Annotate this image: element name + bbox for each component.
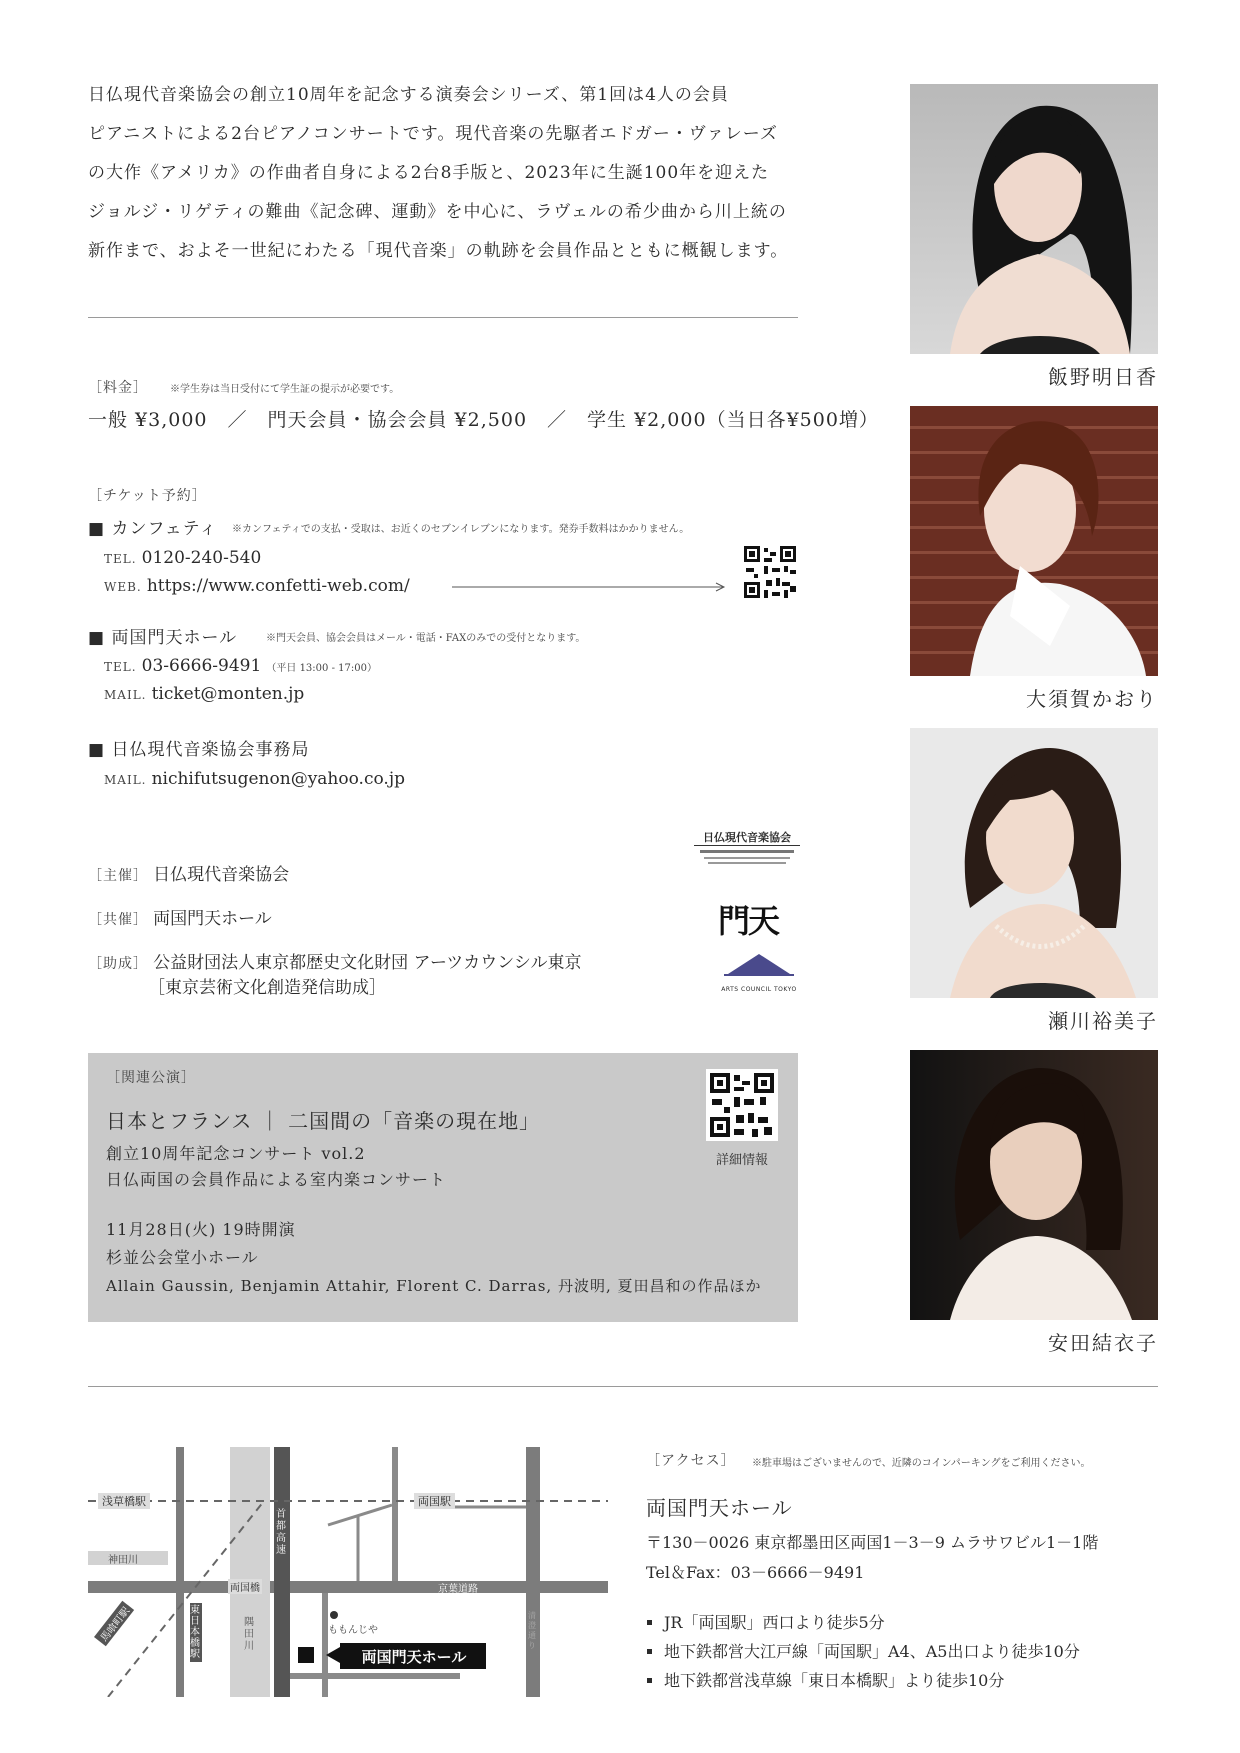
portrait-image bbox=[910, 406, 1158, 676]
pianist-name: 大須賀かおり bbox=[1026, 687, 1158, 711]
monten-hours: （平日 13:00 - 17:00） bbox=[266, 663, 377, 674]
support-row bbox=[88, 948, 581, 973]
arts-council-logo bbox=[718, 952, 800, 984]
map-label-sumidagawa: 隅田川 bbox=[244, 1617, 254, 1652]
support-label: ［助成］ bbox=[88, 956, 148, 972]
monten-mail-link[interactable]: ticket@monten.jp bbox=[151, 684, 305, 704]
monten-note: ※門天会員、協会会員はメール・電話・FAXのみでの受付となります。 bbox=[266, 633, 586, 644]
portrait-image bbox=[910, 84, 1158, 354]
arrow-right-icon bbox=[452, 580, 732, 594]
access-venue: 両国門天ホール bbox=[646, 1496, 793, 1520]
map-road bbox=[392, 1447, 398, 1581]
map-marker-momonjiya bbox=[330, 1611, 338, 1619]
intro-line: ジョルジ・リゲティの難曲《記念碑、運動》を中心に、ラヴェルの希少曲から川上統の bbox=[88, 202, 787, 222]
map-label-hall: 両国門天ホール bbox=[361, 1648, 467, 1666]
divider bbox=[88, 1386, 1158, 1387]
intro-paragraph bbox=[88, 76, 808, 271]
pianist-photo bbox=[910, 84, 1158, 354]
map-highway bbox=[274, 1447, 290, 1697]
pianist-name: 安田結衣子 bbox=[1048, 1331, 1158, 1355]
portrait-image bbox=[910, 1050, 1158, 1320]
map-label-bakuro: 馬喰町駅 bbox=[94, 1601, 134, 1646]
qr-code-icon[interactable] bbox=[742, 544, 798, 600]
access-map bbox=[88, 1447, 608, 1697]
access-routes bbox=[646, 1610, 1080, 1697]
map-label-ryogoku-station: 両国駅 bbox=[414, 1493, 455, 1509]
office-mail-link[interactable]: nichifutsugenon@yahoo.co.jp bbox=[151, 769, 405, 789]
related-venue: 杉並公会堂小ホール bbox=[106, 1248, 259, 1267]
office-name: ■ 日仏現代音楽協会事務局 bbox=[88, 740, 310, 760]
co-organizer-label: ［共催］ bbox=[88, 912, 148, 928]
related-qr-caption: 詳細情報 bbox=[715, 1153, 768, 1168]
support-line2: ［東京芸術文化創造発信助成］ bbox=[148, 978, 386, 998]
access-label: ［アクセス］ bbox=[646, 1453, 736, 1469]
monten-tel[interactable]: 03-6666-9491 bbox=[141, 656, 262, 676]
related-sub1: 創立10周年記念コンサート vol.2 bbox=[106, 1144, 366, 1163]
access-address: 〒130－0026 東京都墨田区両国1－3－9 ムラサワビル1－1階 bbox=[646, 1533, 1099, 1552]
access-route: ▪ JR「両国駅」西口より徒歩5分 bbox=[664, 1610, 1080, 1633]
support-line1: 公益財団法人東京都歴史文化財団 アーツカウンシル東京 bbox=[153, 953, 582, 973]
access-route: ▪ 地下鉄都営浅草線「東日本橋駅」より徒歩10分 bbox=[664, 1668, 1080, 1691]
ticket-label: ［チケット予約］ bbox=[88, 488, 207, 504]
monten-name: ■ 両国門天ホール bbox=[88, 628, 238, 648]
organizer: 日仏現代音楽協会 bbox=[153, 865, 290, 885]
price-text: 一般 ¥3,000 ／ 門天会員・協会会員 ¥2,500 ／ 学生 ¥2,000（当日各¥500増） bbox=[88, 409, 879, 431]
portrait-image bbox=[910, 728, 1158, 998]
divider bbox=[88, 317, 798, 318]
map-label-keiyo: 京葉道路 bbox=[438, 1584, 478, 1595]
co-organizer-row bbox=[88, 904, 272, 929]
confetti-tel-row bbox=[104, 548, 261, 568]
assoc-logo-text: 日仏現代音楽協会 bbox=[694, 829, 800, 846]
confetti-note: ※カンフェティでの支払・受取は、お近くのセブンイレブンになります。発券手数料はかかりません。 bbox=[232, 524, 690, 535]
map-hall-marker bbox=[298, 1647, 314, 1663]
related-composers: Allain Gaussin, Benjamin Attahir, Florent C. Darras, 丹波明, 夏田昌和の作品ほか bbox=[106, 1277, 762, 1295]
map-label-kandagawa: 神田川 bbox=[108, 1555, 138, 1566]
map-road-vertical bbox=[176, 1447, 184, 1697]
pianist-photo bbox=[910, 728, 1158, 998]
map-label-kiyosumi: 清澄通り bbox=[528, 1611, 536, 1650]
monten-logo: 門天 bbox=[718, 902, 779, 940]
access-tel: Tel＆Fax：03－6666－9491 bbox=[646, 1563, 865, 1582]
web-label: WEB. bbox=[104, 580, 142, 594]
confetti-url-link[interactable]: https://www.confetti-web.com/ bbox=[146, 576, 410, 596]
map-road bbox=[290, 1673, 460, 1679]
access-route: ▪ 地下鉄都営大江戸線「両国駅」A4、A5出口より徒歩10分 bbox=[664, 1639, 1080, 1662]
pianist-photo bbox=[910, 1050, 1158, 1320]
confetti-web-row bbox=[104, 576, 410, 596]
pianist-photo bbox=[910, 406, 1158, 676]
map-label-ryogokubashi: 両国橋 bbox=[228, 1579, 262, 1594]
related-title: 日本とフランス ｜ 二国間の「音楽の現在地」 bbox=[106, 1109, 541, 1133]
intro-line: ピアニストによる2台ピアノコンサートです。現代音楽の先駆者エドガー・ヴァレーズ bbox=[88, 124, 778, 144]
related-label: ［関連公演］ bbox=[106, 1070, 196, 1086]
related-qr-code-icon[interactable] bbox=[706, 1069, 778, 1141]
monten-tel-row bbox=[104, 656, 377, 676]
pianist-name: 瀬川裕美子 bbox=[1048, 1009, 1158, 1033]
tel-label: TEL. bbox=[104, 660, 137, 674]
map-label-higashinihonbashi: 東日本橋駅 bbox=[190, 1605, 200, 1660]
confetti-tel[interactable]: 0120-240-540 bbox=[141, 548, 262, 568]
map-label-shuto: 首都高速 bbox=[276, 1509, 286, 1556]
confetti-name: ■ カンフェティ bbox=[88, 519, 218, 539]
organizer-row bbox=[88, 860, 289, 885]
map-arrow-icon bbox=[326, 1647, 340, 1663]
office-mail-row bbox=[104, 769, 405, 789]
intro-line: の大作《アメリカ》の作曲者自身による2台8手版と、2023年に生誕100年を迎えた bbox=[88, 163, 770, 183]
monten-mail-row bbox=[104, 684, 304, 704]
map-label-asakusabashi: 浅草橋駅 bbox=[98, 1493, 150, 1509]
intro-line: 新作まで、およそ一世紀にわたる「現代音楽」の軌跡を会員作品とともに概観します。 bbox=[88, 241, 789, 261]
price-label: ［料金］ bbox=[88, 380, 148, 396]
price-note: ※学生券は当日受付にて学生証の提示が必要です。 bbox=[170, 384, 400, 395]
pianist-name: 飯野明日香 bbox=[1048, 365, 1158, 389]
mail-label: MAIL. bbox=[104, 688, 147, 702]
intro-line: 日仏現代音楽協会の創立10周年を記念する演奏会シリーズ、第1回は4人の会員 bbox=[88, 85, 729, 105]
arts-council-text: ARTS COUNCIL TOKYO bbox=[721, 986, 797, 993]
related-concert-box bbox=[88, 1053, 798, 1322]
assoc-logo bbox=[694, 829, 800, 867]
map-road bbox=[322, 1593, 328, 1697]
map-road-kiyosumi bbox=[526, 1447, 540, 1697]
access-note: ※駐車場はございませんので、近隣のコインパーキングをご利用ください。 bbox=[752, 1458, 1091, 1469]
mail-label: MAIL. bbox=[104, 773, 147, 787]
co-organizer: 両国門天ホール bbox=[153, 909, 272, 929]
organizer-label: ［主催］ bbox=[88, 868, 148, 884]
related-date: 11月28日(火) 19時開演 bbox=[106, 1220, 296, 1239]
map-river-sumida bbox=[230, 1447, 270, 1697]
tel-label: TEL. bbox=[104, 552, 137, 566]
map-label-momonjiya: ももんじや bbox=[328, 1625, 378, 1636]
related-sub2: 日仏両国の会員作品による室内楽コンサート bbox=[106, 1170, 447, 1189]
